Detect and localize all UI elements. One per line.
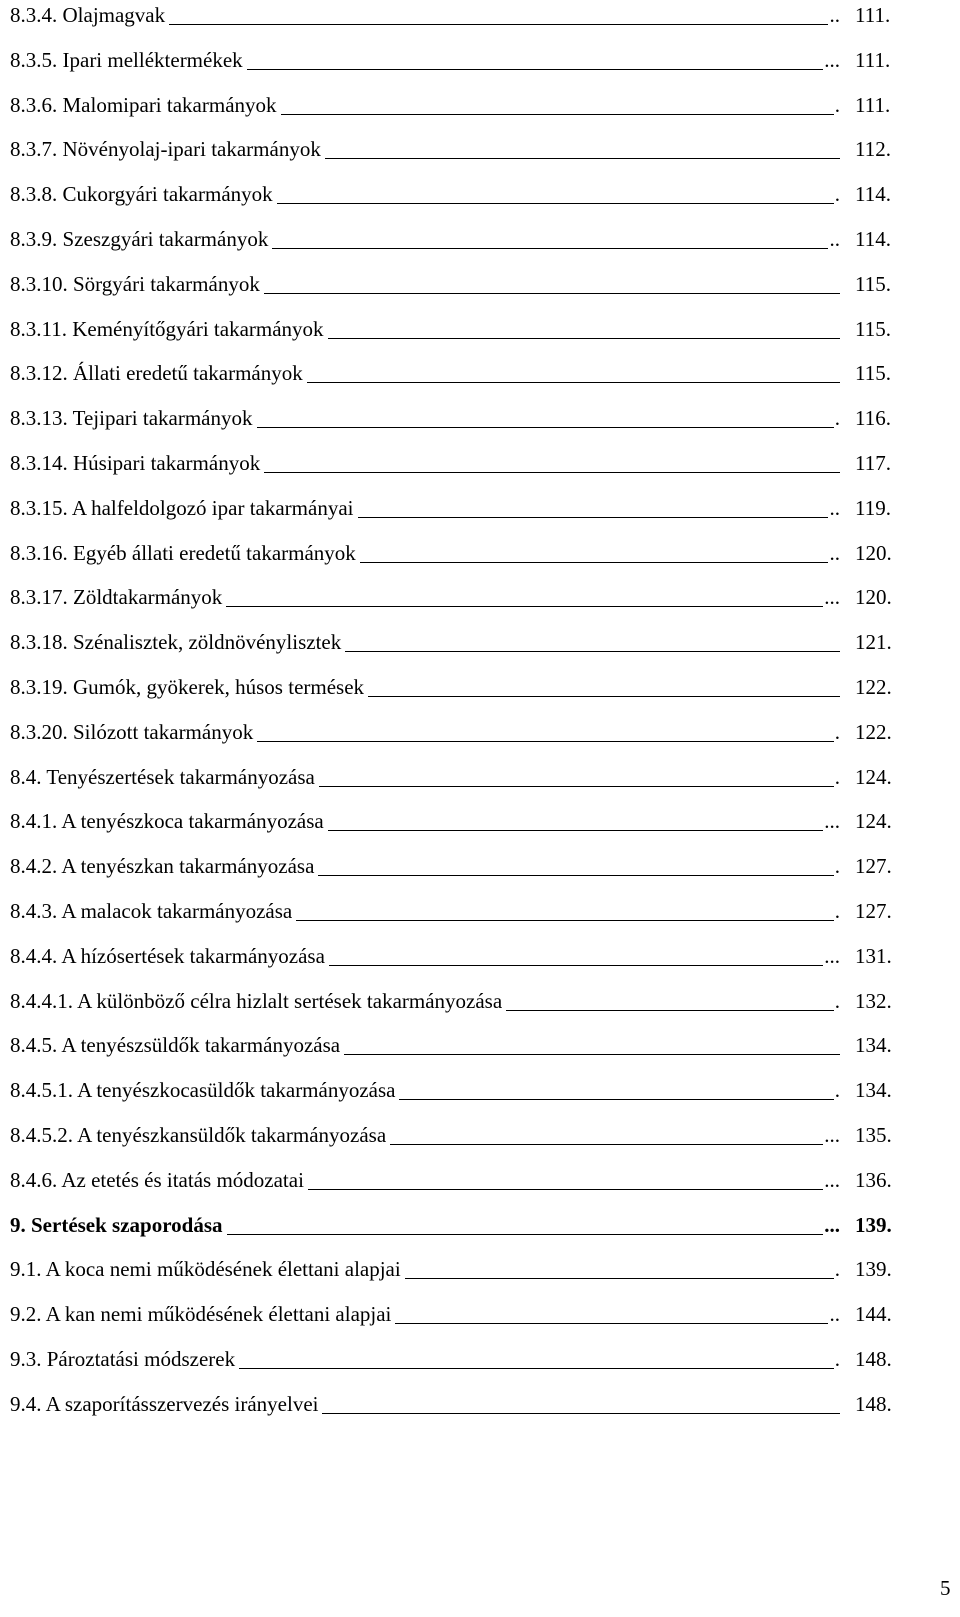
toc-entry-leader-line: [264, 472, 840, 473]
toc-entry-page: 122.: [855, 719, 892, 744]
toc-entry: [10, 988, 900, 1028]
toc-entry-page: 120.: [855, 585, 892, 610]
toc-entry-title: 8.4.2. A tenyészkan takarmányozása: [10, 854, 315, 879]
toc-entry-dots: .: [834, 719, 840, 744]
toc-entry-leader-line: [169, 24, 828, 25]
toc-entry-title: 9.1. A koca nemi működésének élettani alapjai: [10, 1257, 401, 1282]
toc-entry-leader-line: [325, 158, 840, 159]
toc-entry-page: 124.: [855, 764, 892, 789]
toc-entry-page: 119.: [855, 495, 891, 520]
toc-entry-dots: ...: [824, 585, 840, 610]
toc-entry-leader-line: [328, 830, 823, 831]
toc-entry: [10, 540, 900, 580]
toc-entry-dots: .: [834, 1078, 840, 1103]
toc-entry: [10, 2, 900, 42]
toc-entry-title: 8.3.5. Ipari melléktermékek: [10, 47, 243, 72]
toc-entry-page: 127.: [855, 899, 892, 923]
toc-entry-dots: .: [834, 1257, 840, 1282]
toc-entry: [10, 136, 900, 176]
toc-entry-title: 8.4.5.1. A tenyészkocasüldők takarmányozása: [10, 1078, 396, 1103]
toc-entry-title: 8.3.15. A halfeldolgozó ipar takarmányai: [10, 495, 354, 520]
toc-entry-title: 9.4. A szaporításszervezés irányelvei: [10, 1391, 319, 1416]
toc-entry: [10, 674, 900, 714]
toc-entry-title: 8.3.19. Gumók, gyökerek, húsos termések: [10, 675, 365, 699]
toc-entry-leader-line: [399, 1099, 834, 1100]
toc-entry: [10, 1391, 900, 1431]
toc-entry-page: 112.: [855, 137, 891, 162]
toc-entry: [10, 271, 900, 311]
toc-entry-title: 8.3.8. Cukorgyári takarmányok: [10, 182, 273, 207]
toc-entry-page: 131.: [855, 943, 892, 968]
toc-entry-title: 8.3.9. Szeszgyári takarmányok: [10, 227, 269, 251]
toc-entry-title: 8.3.11. Keményítőgyári takarmányok: [10, 316, 324, 341]
toc-entry: [10, 47, 900, 87]
toc-entry-title: 8.4.1. A tenyészkoca takarmányozása: [10, 809, 324, 834]
toc-entry-title: 8.3.12. Állati eredetű takarmányok: [10, 361, 303, 386]
toc-entry-leader-line: [277, 203, 834, 204]
toc-entry-page: 117.: [855, 451, 891, 475]
toc-entry-dots: .: [834, 182, 840, 207]
toc-entry-title: 8.3.10. Sörgyári takarmányok: [10, 271, 260, 296]
toc-entry-dots: .: [834, 92, 840, 117]
toc-entry-leader-line: [395, 1323, 828, 1324]
toc-entry-dots: .: [834, 764, 840, 789]
toc-entry-page: 124.: [855, 809, 892, 834]
toc-entry-page: 144.: [855, 1302, 892, 1327]
toc-entry-leader-line: [390, 1144, 823, 1145]
toc-entry-leader-line: [405, 1278, 834, 1279]
toc-entry-page: 136.: [855, 1167, 892, 1192]
toc-entry-title: 8.4.3. A malacok takarmányozása: [10, 899, 293, 923]
toc-entry-leader-line: [345, 651, 840, 652]
toc-entry-dots: ..: [829, 540, 840, 565]
toc-entry-dots: ...: [824, 1167, 840, 1192]
toc-entry-leader-line: [329, 965, 823, 966]
toc-entry: [10, 808, 900, 848]
toc-entry-dots: ..: [829, 1302, 840, 1327]
toc-entry-leader-line: [247, 69, 823, 70]
toc-entry-title: 8.3.13. Tejipari takarmányok: [10, 406, 253, 431]
toc-entry: [10, 764, 900, 804]
page-number: 5: [940, 1576, 951, 1600]
toc-entry-page: 111.: [855, 92, 891, 117]
toc-entry-dots: ..: [829, 3, 840, 27]
toc-entry-title: 8.4. Tenyészertések takarmányozása: [10, 764, 315, 789]
toc-entry-dots: .: [834, 406, 840, 431]
toc-entry-leader-line: [227, 1234, 823, 1235]
toc-entry: [10, 1122, 900, 1162]
toc-entry-leader-line: [358, 517, 828, 518]
toc-entry-title: 8.3.17. Zöldtakarmányok: [10, 585, 223, 610]
toc-entry-page: 134.: [855, 1078, 892, 1103]
toc-entry: [10, 1032, 900, 1072]
toc-entry: [10, 226, 900, 266]
toc-entry: [10, 719, 900, 759]
toc-entry-page: 115.: [855, 361, 891, 386]
toc-entry: [10, 360, 900, 400]
toc-entry: [10, 584, 900, 624]
toc-entry-page: 115.: [855, 271, 891, 296]
toc-entry-title: 9. Sertések szaporodása: [10, 1212, 223, 1237]
toc-entry-leader-line: [239, 1368, 834, 1369]
toc-entry: [10, 92, 900, 132]
toc-entry-page: 122.: [855, 675, 892, 699]
toc-entry-dots: ...: [824, 1123, 840, 1147]
toc-entry-leader-line: [360, 562, 828, 563]
toc-entry-page: 139.: [855, 1212, 892, 1237]
toc-entry-dots: .: [834, 899, 840, 923]
toc-entry-page: 120.: [855, 540, 892, 565]
toc-entry: [10, 943, 900, 983]
toc-entry-title: 8.4.4.1. A különböző célra hizlalt sertések takarmányozása: [10, 988, 503, 1013]
toc-entry-page: 114.: [855, 227, 891, 251]
toc-entry-leader-line: [344, 1054, 840, 1055]
toc-entry-title: 8.3.20. Silózott takarmányok: [10, 719, 254, 744]
toc-entry: [10, 1077, 900, 1117]
toc-entry-title: 8.3.7. Növényolaj-ipari takarmányok: [10, 137, 321, 162]
toc-entry: [10, 1346, 900, 1386]
toc-entry-page: 114.: [855, 182, 891, 207]
toc-entry-title: 8.3.6. Malomipari takarmányok: [10, 92, 277, 117]
toc-entry-title: 8.3.18. Szénalisztek, zöldnövénylisztek: [10, 630, 342, 655]
toc-entry-leader-line: [368, 696, 840, 697]
toc-entry-leader-line: [272, 248, 828, 249]
toc-entry-leader-line: [264, 293, 840, 294]
toc-entry-title: 9.2. A kan nemi működésének élettani alapjai: [10, 1302, 392, 1327]
toc-entry-title: 8.3.4. Olajmagvak: [10, 3, 166, 27]
toc-entry-dots: ..: [829, 227, 840, 251]
toc-entry-page: 135.: [855, 1123, 892, 1147]
toc-entry-title: 8.4.4. A hízósertések takarmányozása: [10, 943, 325, 968]
toc-entry: [10, 495, 900, 535]
toc-entry-page: 139.: [855, 1257, 892, 1282]
toc-entry-leader-line: [328, 338, 840, 339]
toc-entry: [10, 1212, 900, 1252]
toc-entry-page: 116.: [855, 406, 891, 431]
toc-entry-dots: .: [834, 988, 840, 1013]
toc-entry: [10, 1256, 900, 1296]
toc-entry-title: 8.4.5.2. A tenyészkansüldők takarmányozása: [10, 1123, 387, 1147]
toc-entry-dots: ...: [824, 943, 840, 968]
toc-entry: [10, 629, 900, 669]
toc-entry: [10, 405, 900, 445]
toc-entry-leader-line: [307, 382, 840, 383]
toc-entry-dots: ...: [824, 809, 840, 834]
toc-entry-dots: ..: [829, 495, 840, 520]
toc-entry-title: 8.3.16. Egyéb állati eredetű takarmányok: [10, 540, 356, 565]
toc-entry-leader-line: [308, 1189, 823, 1190]
toc-entry: [10, 450, 900, 490]
toc-entry-dots: .: [834, 854, 840, 879]
toc-entry-page: 148.: [855, 1391, 892, 1416]
toc-entry-page: 111.: [855, 3, 891, 27]
toc-entry-dots: .: [834, 1347, 840, 1371]
toc-entry-page: 148.: [855, 1347, 892, 1371]
toc-entry-title: 9.3. Pároztatási módszerek: [10, 1347, 236, 1371]
toc-entry-page: 121.: [855, 630, 892, 655]
toc-entry-page: 115.: [855, 316, 891, 341]
toc-entry: [10, 1301, 900, 1341]
toc-entry-leader-line: [257, 741, 834, 742]
toc-entry: [10, 316, 900, 356]
toc-entry-title: 8.4.5. A tenyészsüldők takarmányozása: [10, 1033, 341, 1058]
toc-entry-leader-line: [226, 606, 823, 607]
toc-entry: [10, 898, 900, 938]
toc-entry-page: 134.: [855, 1033, 892, 1058]
toc-entry-leader-line: [506, 1010, 834, 1011]
toc-entry-leader-line: [322, 1413, 840, 1414]
toc-entry-leader-line: [281, 114, 834, 115]
toc-entry: [10, 181, 900, 221]
toc-entry-dots: ...: [824, 47, 840, 72]
toc-entry-page: 127.: [855, 854, 892, 879]
toc-entry-leader-line: [257, 427, 834, 428]
toc-entry-title: 8.3.14. Húsipari takarmányok: [10, 451, 261, 475]
toc-entry-page: 111.: [855, 47, 891, 72]
toc-entry-leader-line: [296, 920, 834, 921]
toc-entry-leader-line: [318, 875, 834, 876]
toc-entry: [10, 853, 900, 893]
toc-entry-leader-line: [319, 786, 834, 787]
toc-entry-title: 8.4.6. Az etetés és itatás módozatai: [10, 1167, 304, 1192]
toc-entry-dots: ...: [824, 1212, 840, 1237]
toc-entry-page: 132.: [855, 988, 892, 1013]
toc-entry: [10, 1167, 900, 1207]
